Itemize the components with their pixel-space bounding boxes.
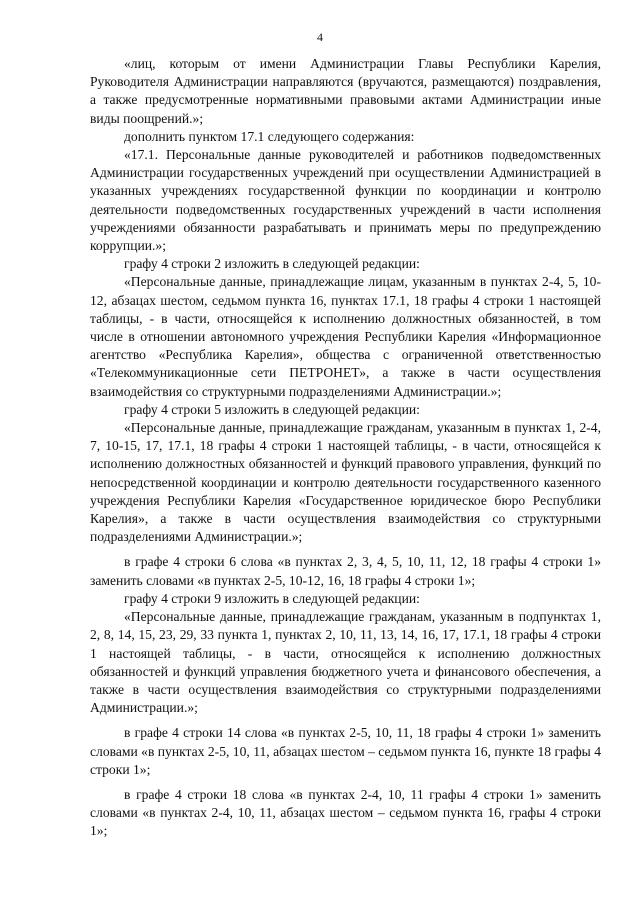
paragraph-add-item-17-1: дополнить пунктом 17.1 следующего содержания: [124,128,415,144]
page-number: 4 [317,30,323,44]
paragraph-row-18-replacement: в графе 4 строки 18 слова «в пунктах 2-4, 10, 11 графы 4 строки 1» заменить словами «в пунктах 2-4, 10, 11, абзацах шестом – седьмом пункта 16, графы 4 строки 1»; [90,786,601,839]
paragraph-row-9-text: «Персональные данные, принадлежащие гражданам, указанным в подпунктах 1, 2, 8, 14, 15, 23, 29, 33 пункта 1, пунктах 2, 10, 11, 13, 14, 16, 17, 17.1, 18 графы 4 строки 1 настоящей таблицы, - в части, относящейся к исполнению должностных обязанностей и функций управления бюджетного учета и финансового обеспечения, а также в части осуществления взаимодействия со структурными подразделениями Администрации.»; [90,609,601,716]
paragraph-row-6-replacement: в графе 4 строки 6 слова «в пунктах 2, 3, 4, 5, 10, 11, 12, 18 графы 4 строки 1» заменить словами «в пунктах 2-5, 10-12, 16, 18 графы 4 строки 1»; [90,554,601,588]
paragraph-continuation-quote: «лиц, которым от имени Администрации Главы Республики Карелия, Руководителя Администрации направляются (вручаются, размещаются) поздравления, а также предусмотренные нормативными правовыми актами Администрации иные виды поощрений.»; [90,56,601,126]
paragraph-item-17-1-text: «17.1. Персональные данные руководителей и работников подведомственных Администрации государственных учреждений при осуществлении Администрацией в указанных учреждениях государственной функции по координации и контролю деятельности подведомственных государственных учреждений в части исполнения учреждениями обязанности разрабатывать и принимать меры по предупреждению коррупции.»; [90,147,601,254]
paragraph-row-9-instruction: графу 4 строки 9 изложить в следующей редакции: [124,590,420,606]
paragraph-row-2-text: «Персональные данные, принадлежащие лицам, указанным в пунктах 2-4, 5, 10-12, абзацах шестом, седьмом пункта 16, пунктах 17.1, 18 графы 4 строки 1 настоящей таблицы, - в части, относящейся к исполнению должностных обязанностей, в том числе в отношении автономного учреждения Республики Карелия «Информационное агентство «Республика Карелия», общества с ограниченной ответственностью «Телекоммуникационные сети ПЕТРОНЕТ», а также в части осуществления взаимодействия со структурными подразделениями Администрации.»; [90,274,601,399]
paragraph-row-5-instruction: графу 4 строки 5 изложить в следующей редакции: [124,401,420,417]
paragraph-row-2-instruction: графу 4 строки 2 изложить в следующей редакции: [124,256,420,272]
document-body [90,55,601,841]
paragraph-row-14-replacement: в графе 4 строки 14 слова «в пунктах 2-5, 10, 11, 18 графы 4 строки 1» заменить словами «в пунктах 2-5, 10, 11, абзацах шестом – седьмом пункта 16, пункте 18 графы 4 строки 1»; [90,725,601,777]
paragraph-row-5-text: «Персональные данные, принадлежащие гражданам, указанным в пунктах 1, 2-4, 7, 10-15, 17, 17.1, 18 графы 4 строки 1 настоящей таблицы, - в части, относящейся к исполнению должностных обязанностей и функций правового управления, функций по непосредственной координации и контролю деятельности государственного казенного учреждения Республики Карелия «Государственное юридическое бюро Республики Карелия», а также в части осуществления взаимодействия со структурными подразделениями Администрации.»; [90,420,601,545]
